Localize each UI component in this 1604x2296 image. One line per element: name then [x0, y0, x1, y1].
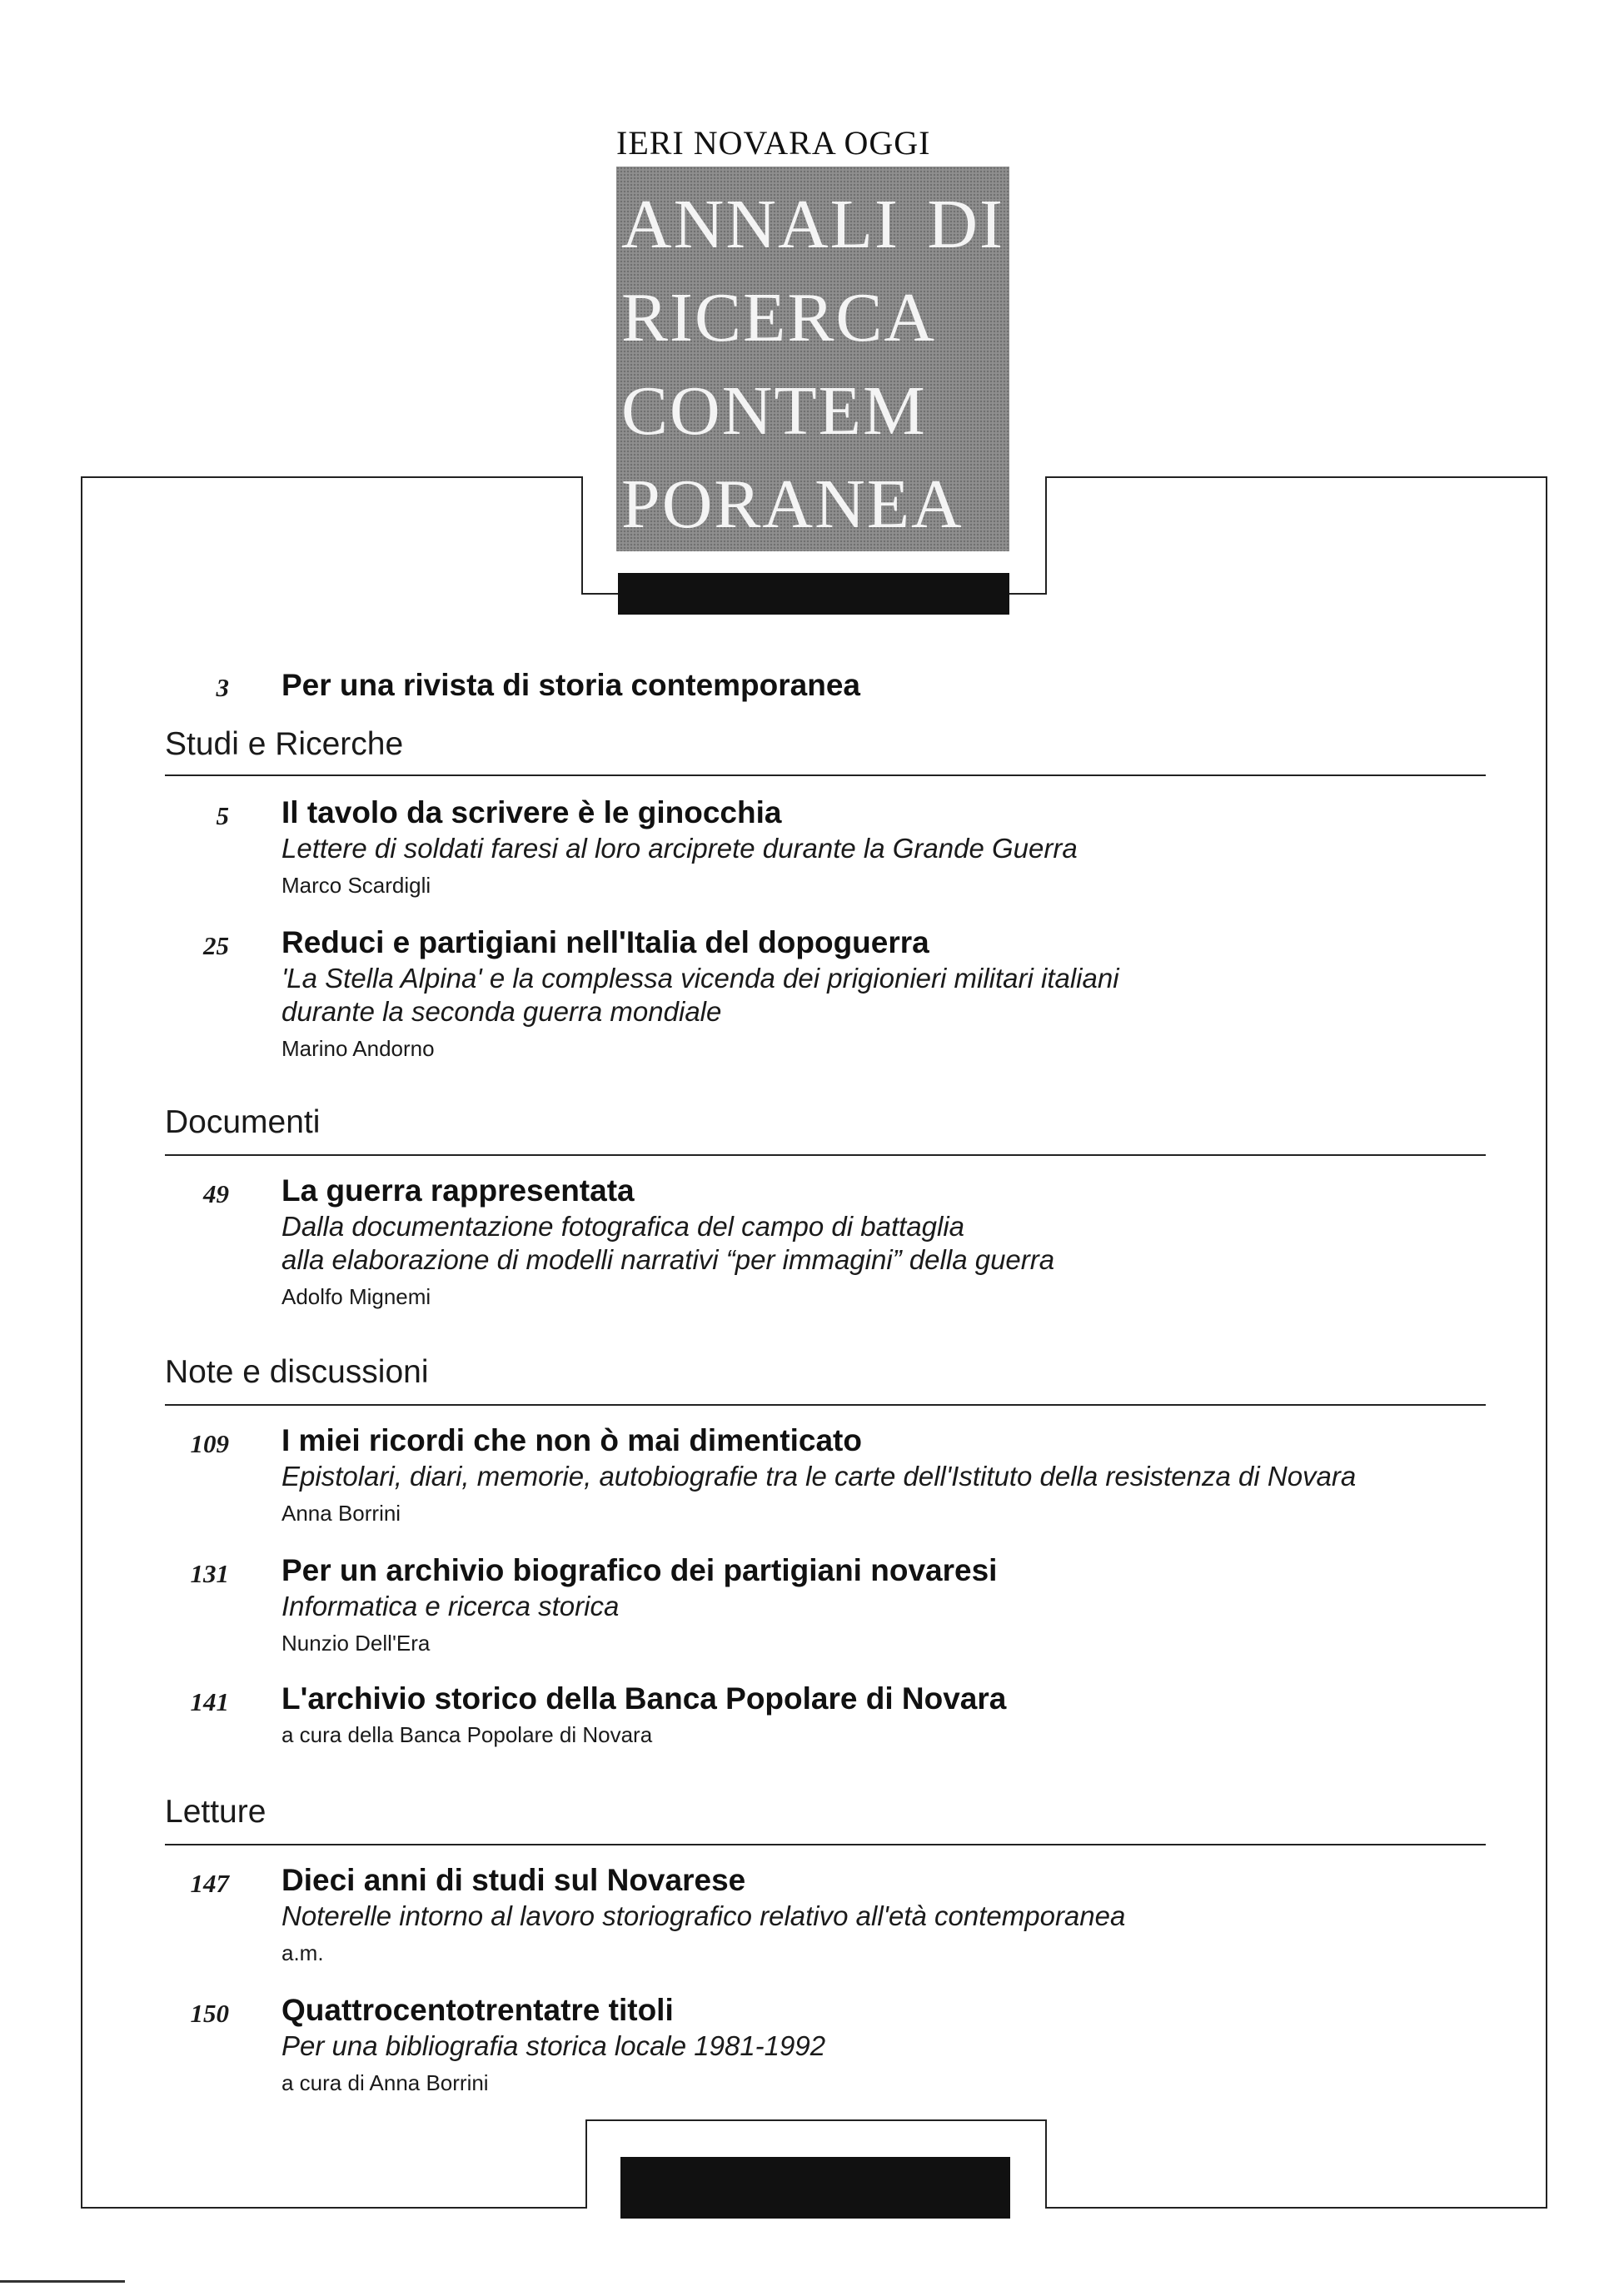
- article-title: L'archivio storico della Banca Popolare di Novara: [281, 1681, 1007, 1716]
- section-heading: Letture: [165, 1794, 267, 1830]
- title-line: RICERCA: [621, 279, 937, 356]
- section-heading: Documenti: [165, 1104, 321, 1140]
- article-subtitle: Noterelle intorno al lavoro storiografico relativo all'età contemporanea: [281, 1900, 1126, 1931]
- article-subtitle: Lettere di soldati faresi al loro arciprete durante la Grande Guerra: [281, 833, 1078, 864]
- article-author: Marco Scardigli: [281, 873, 431, 898]
- page-number: 131: [190, 1559, 229, 1588]
- section-heading: Studi e Ricerche: [165, 726, 404, 762]
- article-title: Per un archivio biografico dei partigiani novaresi: [281, 1553, 998, 1587]
- article-author: Marino Andorno: [281, 1036, 435, 1061]
- article-subtitle: Informatica e ricerca storica: [281, 1591, 620, 1621]
- article-subtitle: alla elaborazione di modelli narrativi “per immagini” della guerra: [281, 1244, 1055, 1275]
- article-title: Il tavolo da scrivere è le ginocchia: [281, 795, 782, 829]
- article-author: a cura di Anna Borrini: [281, 2070, 489, 2095]
- page-number: 150: [190, 1999, 229, 2028]
- page-number: 25: [203, 931, 229, 960]
- page-number: 3: [216, 673, 229, 702]
- article-subtitle: 'La Stella Alpina' e la complessa vicenda dei prigionieri militari italiani: [281, 963, 1119, 994]
- journal-title-block: [616, 167, 1009, 551]
- article-title: I miei ricordi che non ò mai dimenticato: [281, 1423, 862, 1457]
- section-heading: Note e discussioni: [165, 1354, 429, 1390]
- article-title: La guerra rappresentata: [281, 1173, 635, 1208]
- article-title: Dieci anni di studi sul Novarese: [281, 1863, 746, 1897]
- journal-name: IERI NOVARA OGGI: [616, 124, 931, 162]
- article-author: Adolfo Mignemi: [281, 1284, 431, 1309]
- page-number: 147: [190, 1869, 229, 1898]
- masthead-black-bar: [618, 573, 1009, 615]
- title-line: ANNALI DI: [621, 186, 1004, 263]
- article-author: a cura della Banca Popolare di Novara: [281, 1722, 653, 1747]
- scan-edge-mark: [0, 2280, 125, 2283]
- page-number: 49: [203, 1179, 229, 1208]
- article-subtitle: Per una bibliografia storica locale 1981-1992: [281, 2030, 826, 2061]
- article-author: Nunzio Dell'Era: [281, 1631, 431, 1656]
- title-line: PORANEA: [621, 466, 964, 543]
- page-number: 5: [216, 801, 229, 830]
- article-title: Reduci e partigiani nell'Italia del dopoguerra: [281, 925, 929, 959]
- page-number: 141: [190, 1687, 229, 1716]
- article-title: Per una rivista di storia contemporanea: [281, 668, 860, 702]
- article-subtitle: Dalla documentazione fotografica del campo di battaglia: [281, 1211, 965, 1242]
- title-line: CONTEM: [621, 372, 927, 450]
- article-subtitle: durante la seconda guerra mondiale: [281, 996, 722, 1027]
- article-author: a.m.: [281, 1940, 324, 1965]
- page-number: 109: [190, 1429, 229, 1458]
- article-author: Anna Borrini: [281, 1501, 401, 1526]
- article-subtitle: Epistolari, diari, memorie, autobiografie tra le carte dell'Istituto della resistenza di Novara: [281, 1461, 1357, 1492]
- footer-black-bar: [620, 2157, 1010, 2219]
- article-title: Quattrocentotrentatre titoli: [281, 1993, 674, 2027]
